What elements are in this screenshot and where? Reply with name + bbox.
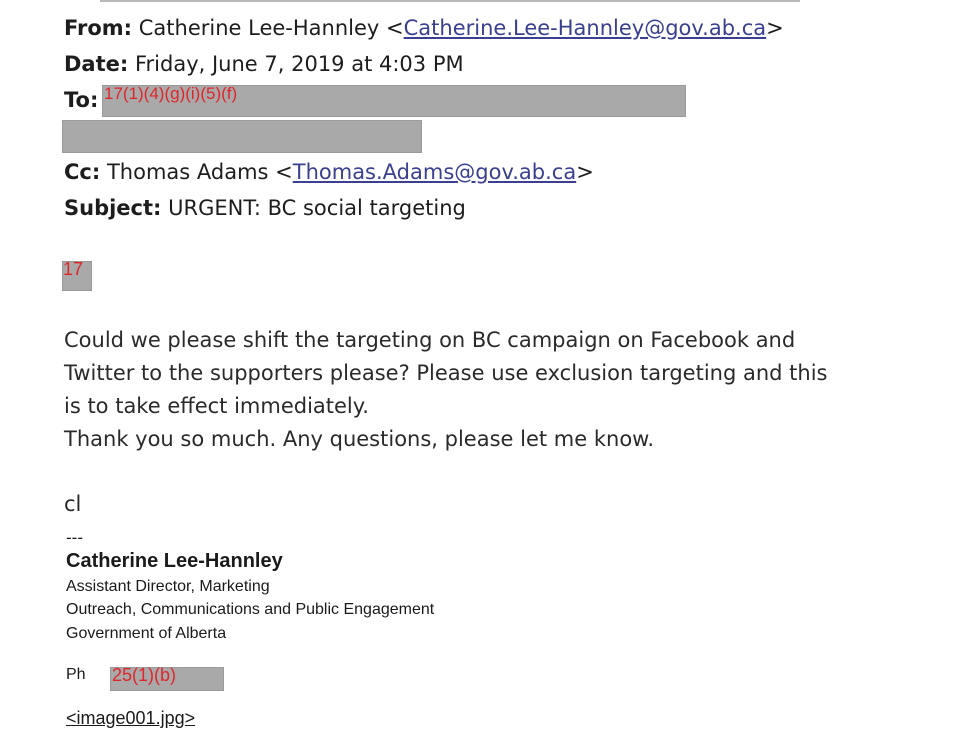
date-value: Friday, June 7, 2019 at 4:03 PM <box>134 52 464 76</box>
cc-line <box>64 158 594 186</box>
subject-label: Subject: <box>64 196 162 220</box>
signature-title: Assistant Director, Marketing <box>66 578 270 595</box>
from-line <box>64 14 784 42</box>
to-redaction-code: 17(1)(4)(g)(i)(5)(f) <box>104 84 238 103</box>
subject-value: URGENT: BC social targeting <box>168 196 466 220</box>
date-label: Date: <box>64 52 129 76</box>
cc-label: Cc: <box>64 160 101 184</box>
from-email-close: > <box>766 16 784 40</box>
from-email-link[interactable]: Catherine.Lee-Hannley@gov.ab.ca <box>403 16 767 40</box>
signature-name: Catherine Lee-Hannley <box>66 550 283 572</box>
signature-separator: --- <box>66 528 83 547</box>
body-initials: cl <box>64 492 82 516</box>
body-line-4: Thank you so much. Any questions, please let me know. <box>64 427 655 451</box>
message-body <box>64 324 828 456</box>
from-name: Catherine Lee-Hannley < <box>138 16 404 40</box>
cc-email-link[interactable]: Thomas.Adams@gov.ab.ca <box>292 160 577 184</box>
phone-label: Ph <box>66 666 86 683</box>
attachment-link[interactable]: <image001.jpg> <box>66 708 196 728</box>
top-divider <box>100 0 800 2</box>
cc-name: Thomas Adams < <box>106 160 293 184</box>
to-label: To: <box>64 88 99 112</box>
body-line-2: Twitter to the supporters please? Please use exclusion targeting and this <box>64 361 828 385</box>
body-line-1: Could we please shift the targeting on BC campaign on Facebook and <box>64 328 796 352</box>
date-line <box>64 50 464 78</box>
phone-redaction-code: 25(1)(b) <box>112 665 177 685</box>
signature-department: Outreach, Communications and Public Engagement <box>66 601 435 618</box>
from-label: From: <box>64 16 133 40</box>
signature-organization: Government of Alberta <box>66 625 227 642</box>
to-redaction-box-2 <box>62 120 422 153</box>
to-line <box>64 86 98 114</box>
subject-line <box>64 194 466 222</box>
body-line-3: is to take effect immediately. <box>64 394 369 418</box>
cc-email-close: > <box>576 160 594 184</box>
body-redaction-code: 17 <box>63 259 84 279</box>
